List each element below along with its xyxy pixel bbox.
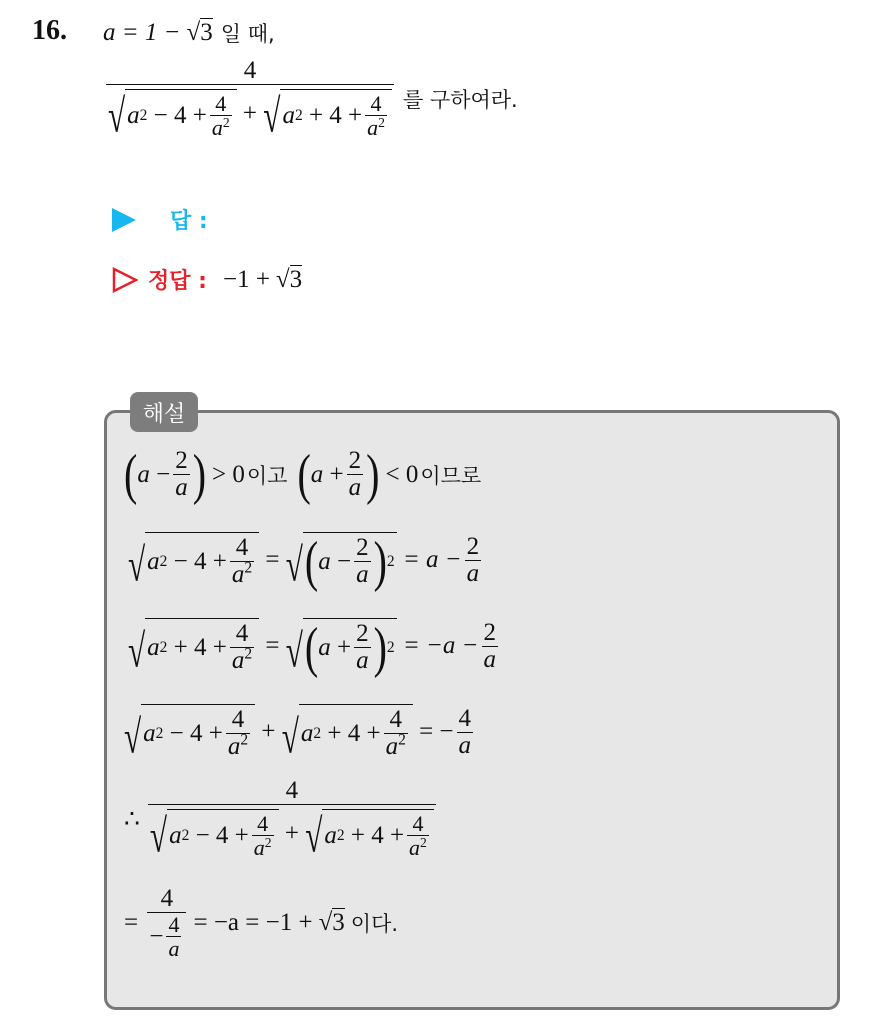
explanation-line-3: √ a 2 + 4 + $\frac{4}{a^2}$ = √ ( a + $\frac{2}{a}$ ) 2 = −a − $\frac{2}{a}$ xyxy=(128,615,497,679)
explanation-line-6: = 4 − $\frac{4}{a}$ = −a = −1 + √3 이다. xyxy=(124,885,399,962)
ask-text: 를 구하여라. xyxy=(402,87,518,112)
explanation-line-1: ( a − $\frac{2}{a}$ ) > 0 이고 ( a + $\frac{2}{a}$ ) < 0 이므로 xyxy=(124,442,482,506)
red-outline-triangle-icon xyxy=(112,267,138,293)
correct-value: −1 + √3 xyxy=(222,265,303,293)
correct-label: 정답 : xyxy=(148,269,207,294)
question-number: 16. xyxy=(32,15,67,46)
explanation-line-2: √ a 2 − 4 + $\frac{4}{a^2}$ = √ ( a − $\frac{2}{a}$ ) 2 = a − $\frac{2}{a}$ xyxy=(128,529,480,593)
main-fraction: 4 √ a 2 − 4 + $\frac{4}{a^2}$ + √ a 2 + 4 + $\frac{4}{a^2}$ xyxy=(106,58,394,139)
explanation-tag: 해설 xyxy=(130,392,198,432)
explanation-line-4: √ a 2 − 4 + $\frac{4}{a^2}$ + √ a 2 + 4 + $\frac{4}{a^2}$ = − $\frac{4}{a}$ xyxy=(124,704,472,764)
explanation-line-5: ∴ 4 √ a 2 − 4 + $\frac{4}{a^2}$ + √ a 2 + 4 + $\frac{4}{a^2}$ xyxy=(124,778,439,859)
sqrt-3: √3 xyxy=(186,19,213,46)
condition-korean: 일 때, xyxy=(220,22,275,46)
answer-row xyxy=(112,204,222,235)
condition-text: a = 1 − xyxy=(103,19,181,46)
problem-condition xyxy=(103,18,275,48)
blue-triangle-icon xyxy=(112,208,136,232)
correct-answer-row xyxy=(112,264,302,295)
problem-expression xyxy=(103,57,518,143)
answer-label: 답 : xyxy=(170,209,208,234)
